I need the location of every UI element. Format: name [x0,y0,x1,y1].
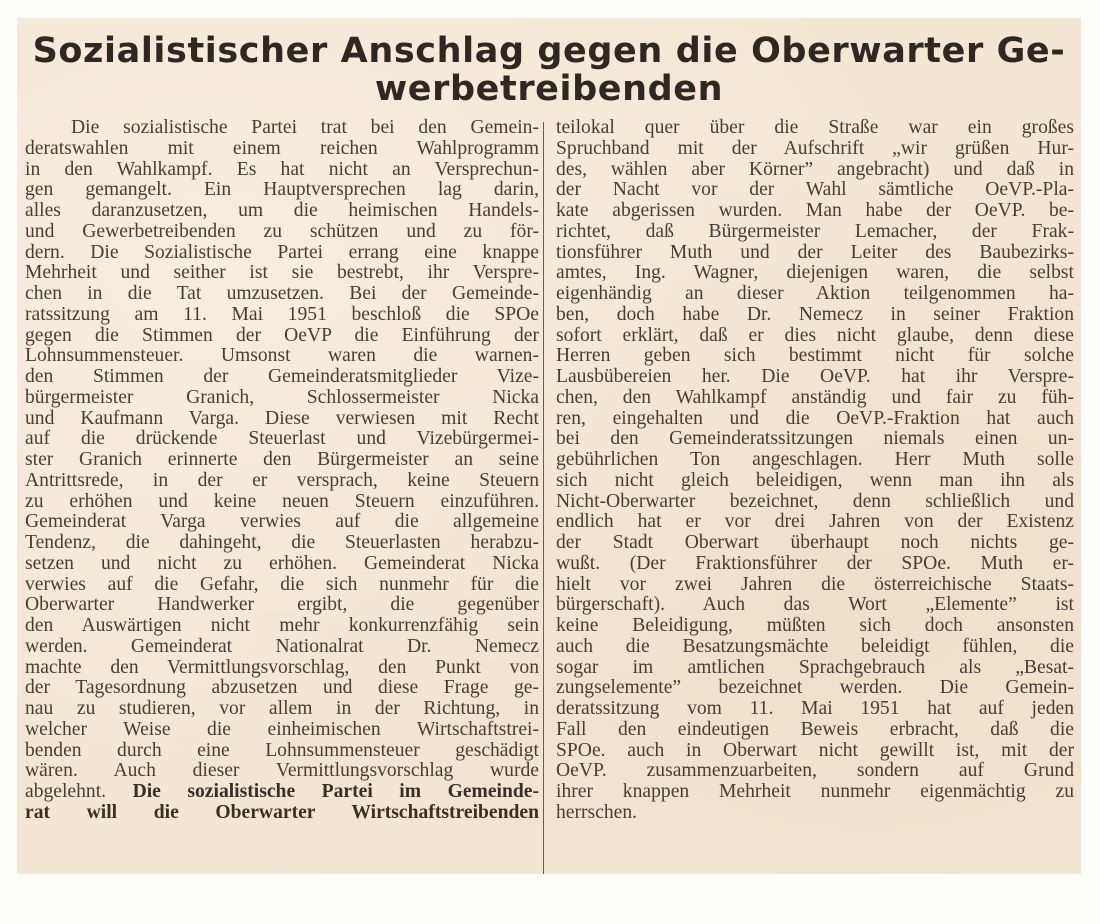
text-line: Fall den eindeutigen Beweis erbracht, daß die [556,718,1074,740]
text-line-last: herrschen. [556,801,638,823]
text-line-bold: rat will die Oberwarter Wirtschaftstreibenden [25,801,539,823]
text-line: der Nacht vor der Wahl sämtliche OeVP.-Pla- [556,179,1074,201]
text-line: gen gemangelt. Ein Hauptversprechen lag darin, [25,179,539,201]
headline-line-2: werbetreibenden [374,69,724,109]
text-line: sofort erklärt, daß er dies nicht glaube, denn diese [556,324,1074,346]
left-column [25,118,539,824]
text-line: und Kaufmann Varga. Diese verwiesen mit Recht [25,407,539,429]
text-line: nau zu studieren, vor allem in der Richtung, in [25,698,539,719]
text-line: OeVP. zusammenzuarbeiten, sondern auf Grund [556,760,1074,782]
text-line: wußt. (Der Fraktionsführer der SPOe. Muth er- [556,552,1074,574]
text-line: bei den Gemeinderatssitzungen niemals einen un- [556,428,1074,450]
text-line: alles daranzusetzen, um die heimischen Handels- [25,200,539,221]
headline-line-1: Sozialistischer Anschlag gegen die Oberwarter Ge- [32,31,1066,71]
text-line: und Gewerbetreibenden zu schützen und zu för- [25,220,539,242]
text-line: Oberwarter Handwerker ergibt, die gegenüber [25,594,539,616]
text-line: Spruchband mit der Aufschrift „wir grüßen Hur- [556,137,1074,159]
text-line: Gemeinderat Varga verwies auf die allgemeine [25,511,539,533]
text-line: chen in die Tat umzusetzen. Bei der Gemeinde- [25,283,539,304]
column-divider [543,122,544,874]
text-line: keine Beleidigung, müßten sich doch ansonsten [556,615,1074,636]
text-line: Lausbübereien her. Die OeVP. hat ihr Verspre- [556,366,1074,387]
text-line: ihrer knappen Mehrheit nunmehr eigenmächtig zu [556,781,1074,802]
text-line: eigenhändig an dieser Aktion teilgenommen ha- [556,283,1074,304]
text-bold: Die sozialistische Partei im Gemeinde- [132,781,539,802]
text-line: kate abgerissen wurden. Man habe der OeVP. be- [556,200,1074,221]
text-line: bürgerschaft). Auch das Wort „Elemente” ist [556,594,1074,616]
text-line: den Auswärtigen nicht mehr konkurrenzfähig sein [25,615,539,636]
text-line: zungselemente” bezeichnet werden. Die Gemein- [556,677,1074,699]
text-line: Die sozialistische Partei trat bei den Gemein- [71,117,539,138]
text-line: SPOe. auch in Oberwart nicht gewillt ist, mit der [556,739,1074,761]
text-line: endlich hat er vor drei Jahren von der Existenz [556,511,1074,533]
text-line: ster Granich erinnerte den Bürgermeister an seine [25,449,539,470]
text-line: amtes, Ing. Wagner, diejenigen waren, die selbst [556,262,1074,284]
text-line: Lohnsummensteuer. Umsonst waren die warnen- [25,345,539,367]
text-line: Tendenz, die dahingeht, die Steuerlasten herabzu- [25,532,539,553]
text-line: ratssitzung am 11. Mai 1951 beschloß die SPOe [25,303,539,325]
text-line: der Tagesordnung abzusetzen und diese Frage ge- [25,677,539,699]
text-line: verwies auf die Gefahr, die sich nunmehr für die [25,573,539,595]
text-line: der Stadt Oberwart überhaupt noch nichts ge- [556,532,1074,553]
headline [17,32,1081,108]
text-line: teilokal quer über die Straße war ein großes [556,117,1074,138]
text-line: in den Wahlkampf. Es hat nicht an Versprechun- [25,158,539,180]
text-line: richtet, daß Bürgermeister Lemacher, der Frak- [556,220,1074,242]
text-line: machte den Vermittlungsvorschlag, den Punkt von [25,656,539,678]
text-line: auf die drückende Steuerlast und Vizebürgermei- [25,428,539,450]
text-line: welcher Weise die einheimischen Wirtschaftstrei- [25,718,539,740]
text-line: sich nicht gleich beleidigen, wenn man ihn als [556,469,1074,491]
text-line: werden. Gemeinderat Nationalrat Dr. Nemecz [25,635,539,657]
text-line: benden durch eine Lohnsummensteuer geschädigt [25,739,539,761]
text-line-mixed [25,782,539,803]
text-line: deratswahlen mit einem reichen Wahlprogramm [25,137,539,159]
text-line: Herren geben sich bestimmt nicht für solche [556,345,1074,367]
text-line: gegen die Stimmen der OeVP die Einführung der [25,324,539,346]
text-line: tionsführer Muth und der Leiter des Baubezirks- [556,241,1074,263]
text-line: bürgermeister Granich, Schlossermeister Nicka [25,386,539,408]
text-line: hielt vor zwei Jahren die österreichische Staats- [556,573,1074,595]
text-line: dern. Die Sozialistische Partei errang eine knappe [25,241,539,263]
text-line: chen, den Wahlkampf anständig und fair zu füh- [556,386,1074,408]
text-line: Mehrheit und seither ist sie bestrebt, ihr Verspre- [25,262,539,284]
text-line: den Stimmen der Gemeinderatsmitglieder Vize- [25,366,539,387]
text-line: deratssitzung vom 11. Mai 1951 hat auf jeden [556,698,1074,719]
newspaper-clipping [17,18,1081,874]
text-line: ben, doch habe Dr. Nemecz in seiner Fraktion [556,303,1074,325]
text-line: zu erhöhen und keine neuen Steuern einzuführen. [25,490,539,512]
text-line: gebührlichen Ton angeschlagen. Herr Muth solle [556,449,1074,470]
text-line: auch die Besatzungsmächte beleidigt fühlen, die [556,635,1074,657]
text-line: Antrittsrede, in der er versprach, keine Steuern [25,469,539,491]
text-line: ren, eingehalten und die OeVP.-Fraktion hat auch [556,407,1074,429]
text-line: wären. Auch dieser Vermittlungsvorschlag wurde [25,760,539,782]
text-normal: abgelehnt. [25,781,133,802]
text-line: sogar im amtlichen Sprachgebrauch als „Besat- [556,656,1074,678]
text-line: Nicht-Oberwarter bezeichnet, denn schließlich und [556,490,1074,512]
text-line: des, wählen aber Körner” angebracht) und daß in [556,158,1074,180]
text-line: setzen und nicht zu erhöhen. Gemeinderat Nicka [25,552,539,574]
right-column [556,118,1074,824]
